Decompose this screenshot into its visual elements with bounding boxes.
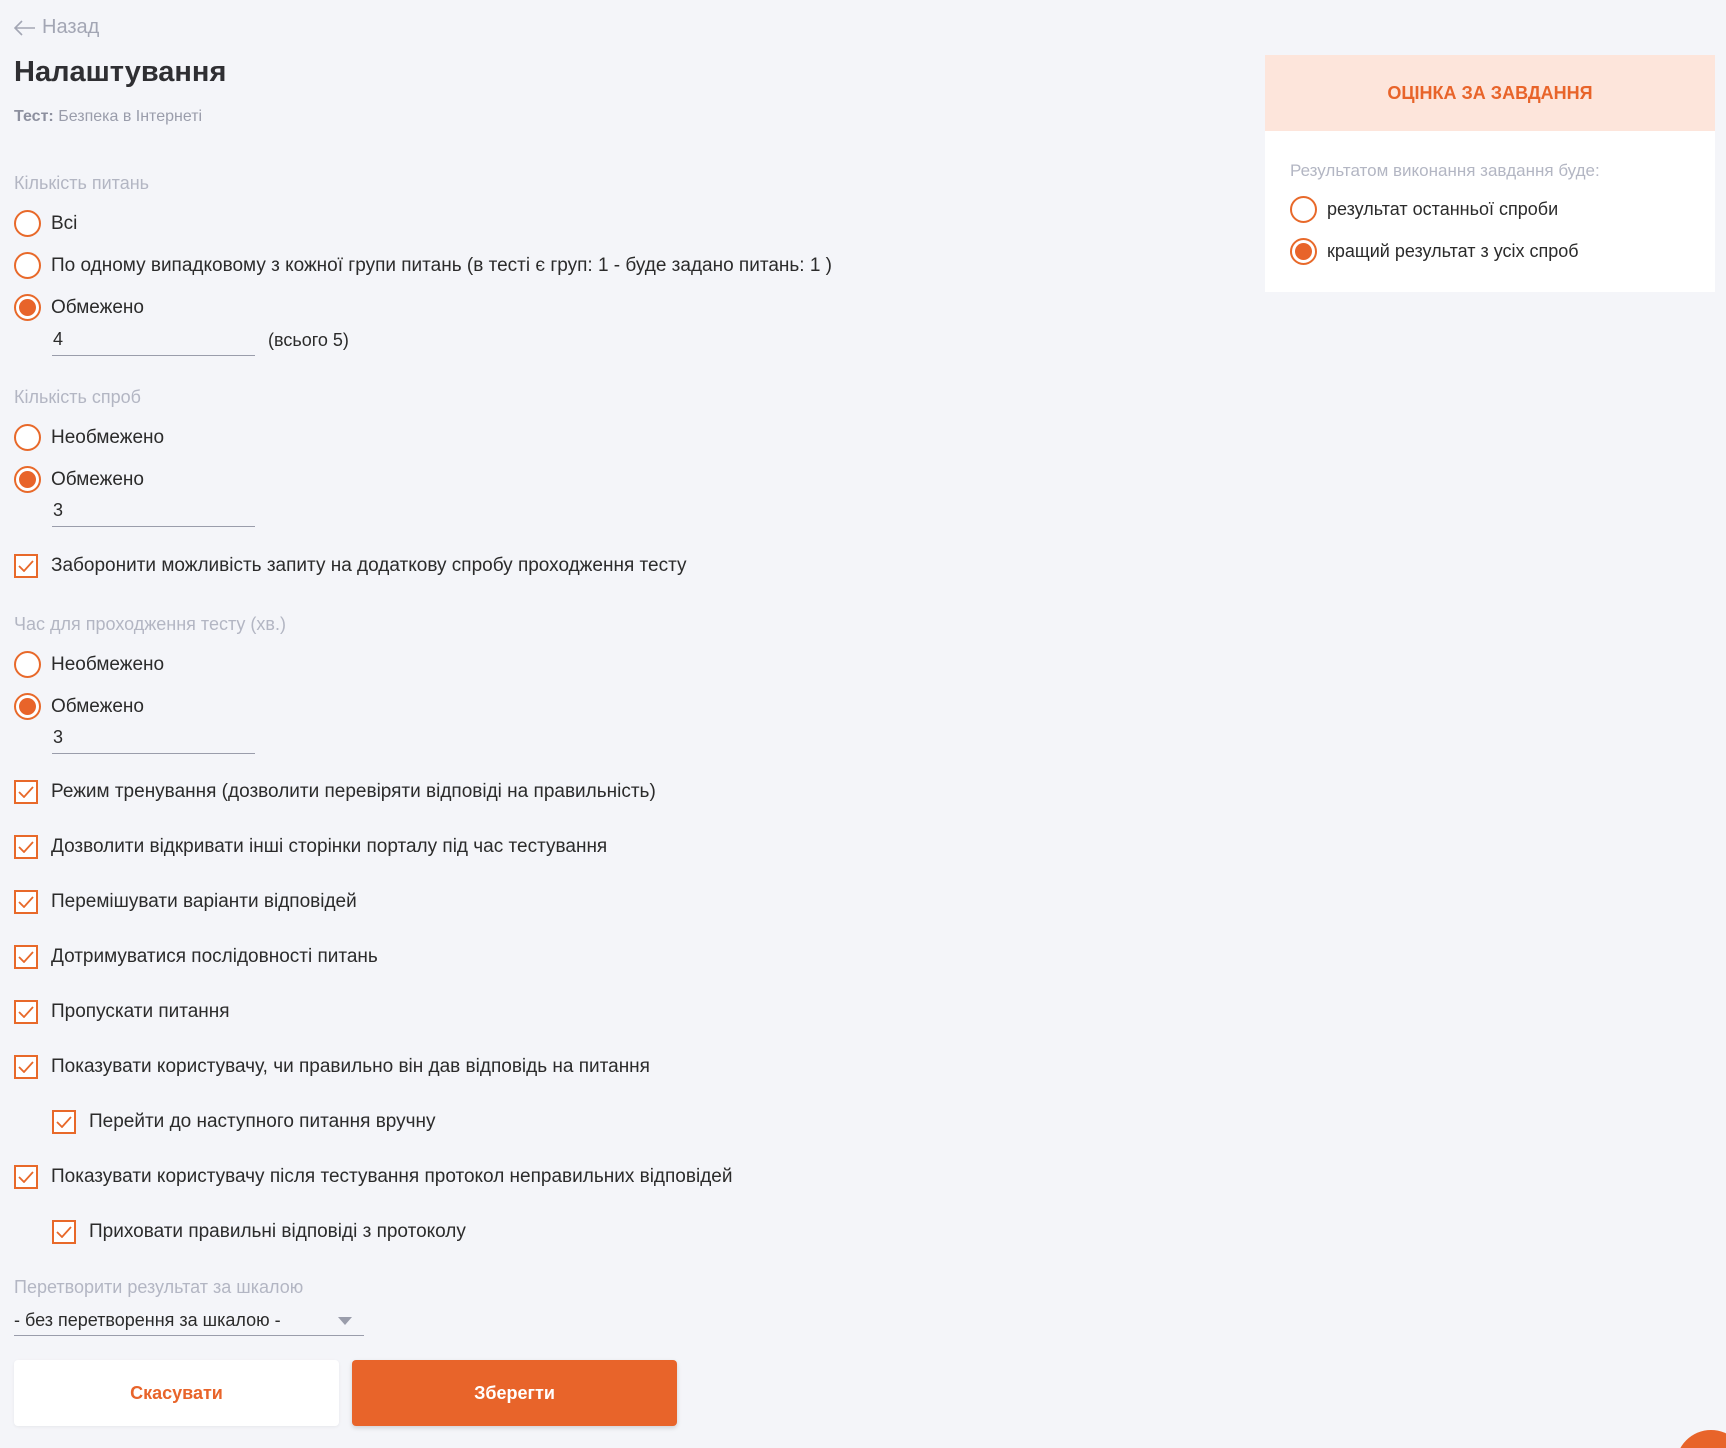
allow-other-pages-checkbox[interactable]: [14, 835, 607, 859]
checkbox-label: Дозволити відкривати інші сторінки порталу під час тестування: [51, 836, 608, 857]
save-button[interactable]: Зберегти: [352, 1360, 677, 1426]
checkmark-icon: [18, 951, 34, 963]
floating-action-button[interactable]: [1676, 1430, 1726, 1448]
skip-questions-checkbox[interactable]: [14, 1000, 230, 1024]
show-correctness-checkbox[interactable]: [14, 1055, 650, 1079]
attempts-limited-option[interactable]: [14, 466, 144, 493]
back-link[interactable]: [14, 16, 99, 39]
time-limited-option[interactable]: [14, 693, 144, 720]
radio-icon[interactable]: [14, 210, 41, 237]
checkbox-label: Пропускати питання: [51, 1001, 230, 1022]
checkmark-icon: [18, 786, 34, 798]
grading-panel-label: Результатом виконання завдання буде:: [1290, 161, 1600, 180]
time-limit-label: Час для проходження тесту (хв.): [14, 614, 286, 634]
checkbox-label: Заборонити можливість запиту на додаткову спробу проходження тесту: [51, 555, 687, 576]
attempts-label: Кількість спроб: [14, 387, 141, 407]
page-title: Налаштування: [14, 56, 227, 88]
attempts-input[interactable]: [52, 498, 255, 527]
checkmark-icon: [18, 1171, 34, 1183]
radio-icon[interactable]: [14, 693, 41, 720]
scale-select[interactable]: [14, 1306, 364, 1336]
keep-question-order-checkbox[interactable]: [14, 945, 378, 969]
option-label: кращий результат з усіх спроб: [1327, 241, 1579, 261]
back-label: Назад: [42, 16, 100, 38]
time-limit-input[interactable]: [52, 725, 255, 754]
grading-best-attempt-option[interactable]: [1290, 238, 1579, 265]
checkmark-icon: [18, 560, 34, 572]
checkbox-icon[interactable]: [14, 1055, 38, 1079]
checkbox-label: Показувати користувачу після тестування протокол неправильних відповідей: [51, 1166, 733, 1187]
grading-panel: [1265, 55, 1715, 292]
time-unlimited-option[interactable]: [14, 651, 164, 678]
scale-selected-value: - без перетворення за шкалою -: [14, 1310, 281, 1330]
test-name: Безпека в Інтернеті: [58, 108, 203, 125]
scale-label: Перетворити результат за шкалою: [14, 1277, 304, 1297]
option-label: Всі: [51, 212, 78, 234]
checkbox-icon[interactable]: [52, 1220, 76, 1244]
checkbox-label: Приховати правильні відповіді з протоколу: [89, 1221, 466, 1242]
checkmark-icon: [18, 896, 34, 908]
questions-limited-option[interactable]: [14, 294, 144, 321]
checkmark-icon: [56, 1116, 72, 1128]
radio-icon[interactable]: [14, 424, 41, 451]
radio-icon[interactable]: [1290, 196, 1317, 223]
checkmark-icon: [56, 1226, 72, 1238]
questions-count-input[interactable]: [52, 327, 255, 356]
checkbox-icon[interactable]: [14, 554, 38, 578]
checkbox-label: Режим тренування (дозволити перевіряти відповіді на правильність): [51, 781, 656, 802]
option-label: результат останньої спроби: [1327, 199, 1559, 219]
training-mode-checkbox[interactable]: [14, 780, 656, 804]
questions-random-per-group-option[interactable]: [14, 252, 832, 279]
forbid-extra-attempt-checkbox[interactable]: [14, 554, 686, 578]
questions-all-option[interactable]: [14, 210, 77, 237]
radio-icon[interactable]: [14, 466, 41, 493]
manual-next-question-checkbox[interactable]: [52, 1110, 436, 1134]
checkbox-icon[interactable]: [14, 1165, 38, 1189]
show-wrong-answers-protocol-checkbox[interactable]: [14, 1165, 732, 1189]
checkmark-icon: [18, 1061, 34, 1073]
option-label: По одному випадковому з кожної групи питань (в тесті є груп: 1 - буде задано питань: 1 ): [51, 254, 833, 276]
checkbox-label: Показувати користувачу, чи правильно він дав відповідь на питання: [51, 1056, 650, 1077]
questions-count-label: Кількість питань: [14, 173, 150, 193]
radio-icon[interactable]: [1290, 238, 1317, 265]
option-label: Обмежено: [51, 296, 144, 318]
grading-panel-title: ОЦІНКА ЗА ЗАВДАННЯ: [1265, 55, 1715, 131]
checkbox-label: Дотримуватися послідовності питань: [51, 946, 378, 967]
checkbox-label: Перейти до наступного питання вручну: [89, 1111, 436, 1132]
checkbox-icon[interactable]: [14, 835, 38, 859]
shuffle-answers-checkbox[interactable]: [14, 890, 357, 914]
test-prefix: Тест:: [14, 108, 54, 125]
hide-correct-answers-checkbox[interactable]: [52, 1220, 466, 1244]
checkbox-icon[interactable]: [52, 1110, 76, 1134]
radio-icon[interactable]: [14, 651, 41, 678]
questions-total-hint: (всього 5): [268, 330, 349, 350]
checkbox-icon[interactable]: [14, 890, 38, 914]
checkbox-icon[interactable]: [14, 780, 38, 804]
checkmark-icon: [18, 841, 34, 853]
cancel-button[interactable]: Скасувати: [14, 1360, 339, 1426]
radio-icon[interactable]: [14, 252, 41, 279]
option-label: Обмежено: [51, 468, 144, 490]
test-subtitle: [14, 108, 202, 126]
option-label: Необмежено: [51, 653, 165, 675]
checkbox-icon[interactable]: [14, 1000, 38, 1024]
checkmark-icon: [18, 1006, 34, 1018]
option-label: Необмежено: [51, 426, 165, 448]
radio-icon[interactable]: [14, 294, 41, 321]
grading-last-attempt-option[interactable]: [1290, 196, 1558, 223]
arrow-left-icon: [14, 20, 36, 36]
chevron-down-icon: [338, 1317, 352, 1325]
checkbox-icon[interactable]: [14, 945, 38, 969]
option-label: Обмежено: [51, 695, 144, 717]
checkbox-label: Перемішувати варіанти відповідей: [51, 891, 357, 912]
attempts-unlimited-option[interactable]: [14, 424, 164, 451]
